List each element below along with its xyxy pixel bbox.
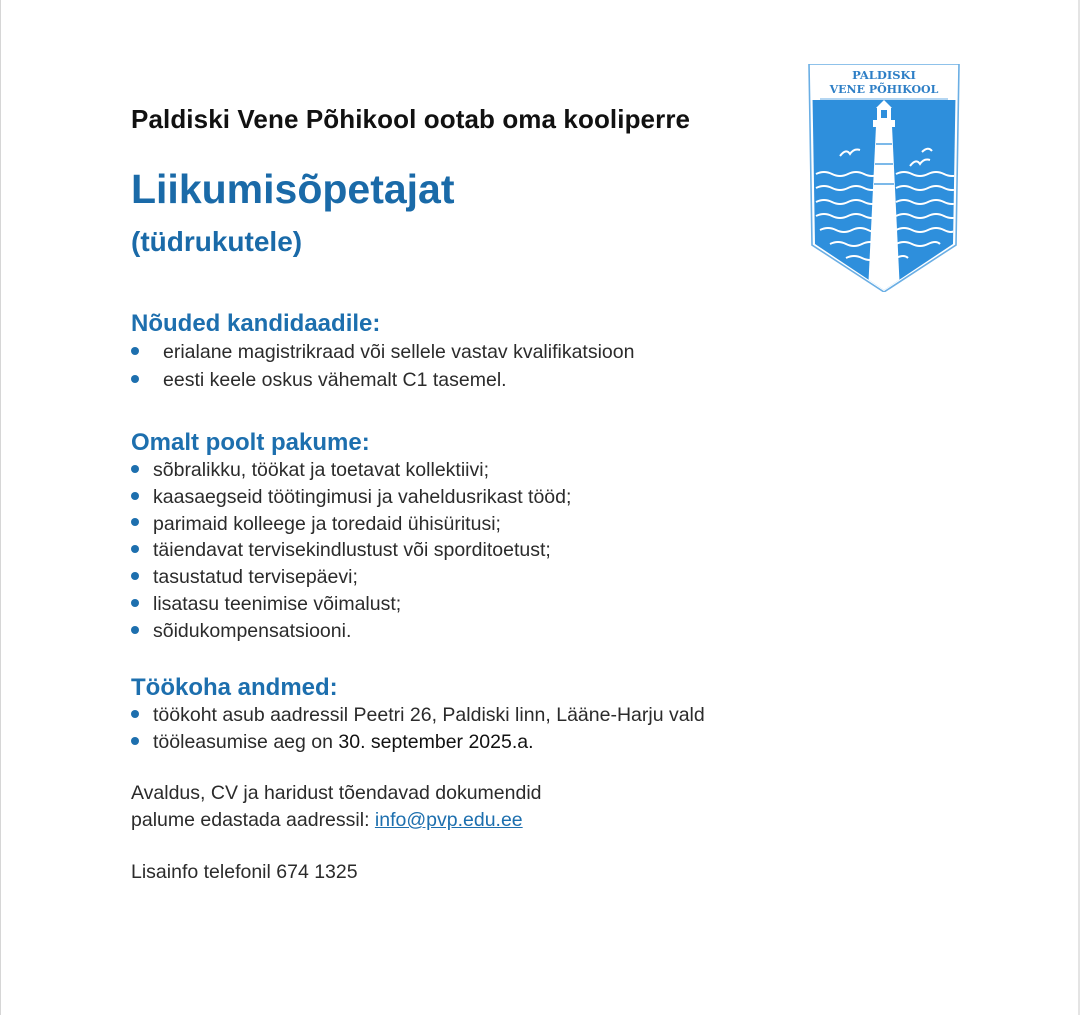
requirements-heading: Nõuded kandidaadile: xyxy=(131,310,381,337)
contact-line-2 xyxy=(131,807,542,834)
list-item xyxy=(131,729,705,756)
requirements-list xyxy=(131,338,634,394)
offer-list xyxy=(131,457,571,645)
list-item-text: sõidukompensatsiooni. xyxy=(153,619,352,642)
list-item xyxy=(131,564,571,591)
list-item-text: sõbralikku, töökat ja toetavat kollektiivi; xyxy=(153,459,489,481)
bullet-icon xyxy=(131,492,139,500)
list-item-text: parimaid kolleege ja toredaid ühisüritusi; xyxy=(153,512,501,535)
workplace-list xyxy=(131,702,705,756)
requirements-section xyxy=(131,309,634,394)
bullet-icon xyxy=(131,518,139,526)
job-subtitle: (tüdrukutele) xyxy=(131,226,303,257)
list-item-text: kaasaegseid töötingimusi ja vaheldusrikast tööd; xyxy=(153,485,572,508)
bullet-icon xyxy=(131,626,139,634)
list-item xyxy=(131,338,634,366)
phone-info: Lisainfo telefonil 674 1325 xyxy=(131,861,358,883)
list-item xyxy=(131,702,705,729)
list-item xyxy=(131,457,571,484)
start-prefix: tööleasumise aeg on xyxy=(153,730,339,753)
workplace-heading: Töökoha andmed: xyxy=(131,674,338,701)
offer-heading: Omalt poolt pakume: xyxy=(131,429,370,456)
contact-line-1: Avaldus, CV ja haridust tõendavad dokumendid xyxy=(131,782,542,804)
list-item-text: erialane magistrikraad või sellele vastav kvalifikatsioon xyxy=(163,341,635,363)
list-item-text: eesti keele oskus vähemalt C1 tasemel. xyxy=(163,369,507,391)
list-item xyxy=(131,618,571,645)
logo-line1: PALDISKI xyxy=(852,68,916,82)
bullet-icon xyxy=(131,737,139,745)
intro-heading: Paldiski Vene Põhikool ootab oma kooliperre xyxy=(131,104,691,134)
list-item-text: täiendavat tervisekindlustust või sporditoetust; xyxy=(153,539,551,562)
offer-section xyxy=(131,428,571,645)
bullet-icon xyxy=(131,465,139,473)
list-item-text: lisatasu teenimise võimalust; xyxy=(153,592,402,615)
bullet-icon xyxy=(131,347,139,355)
school-logo xyxy=(806,64,962,292)
address-text: töökoht asub aadressil Peetri 26, Paldiski linn, Lääne-Harju vald xyxy=(153,704,705,726)
bullet-icon xyxy=(131,710,139,718)
list-item xyxy=(131,537,571,564)
list-item xyxy=(131,366,634,394)
list-item-text: tasustatud tervisepäevi; xyxy=(153,566,358,589)
bullet-icon xyxy=(131,599,139,607)
page-border-left xyxy=(0,0,1,1015)
bullet-icon xyxy=(131,545,139,553)
job-title: Liikumisõpetajat xyxy=(131,166,455,212)
list-item xyxy=(131,591,571,618)
bullet-icon xyxy=(131,572,139,580)
workplace-section xyxy=(131,673,705,756)
contact-block xyxy=(131,780,542,834)
list-item xyxy=(131,484,571,511)
start-date: 30. september 2025.a. xyxy=(338,730,534,753)
list-item xyxy=(131,511,571,538)
logo-line2: VENE PÕHIKOOL xyxy=(829,83,939,96)
email-link[interactable]: info@pvp.edu.ee xyxy=(374,809,523,831)
contact-line-2-prefix: palume edastada aadressil: xyxy=(131,809,375,831)
bullet-icon xyxy=(131,375,139,383)
